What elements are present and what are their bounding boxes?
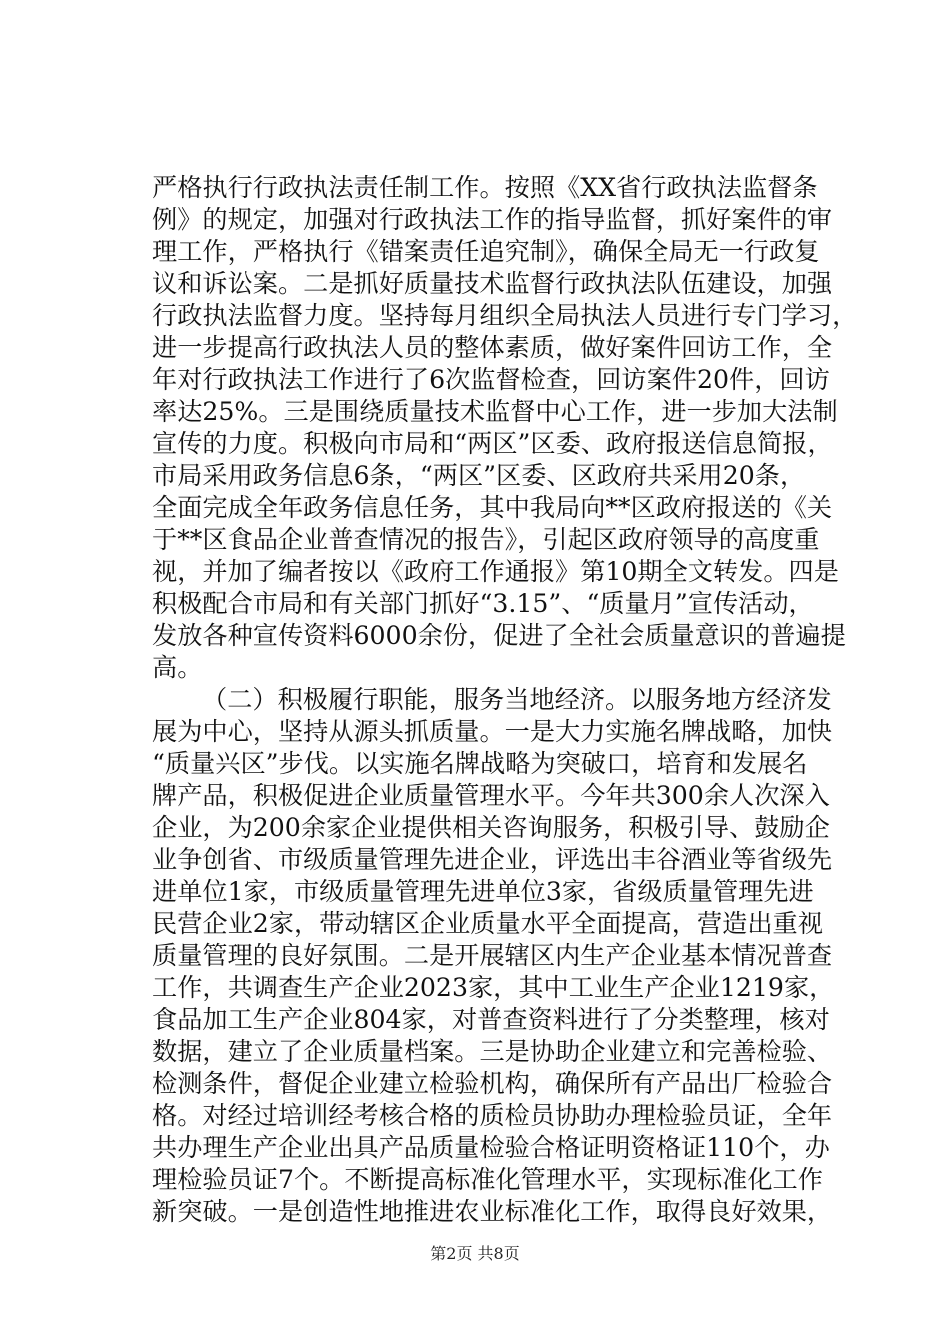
text-line: 食品加工生产企业804家，对普查资料进行了分类整理，核对 [152, 1005, 830, 1034]
text-line: 市局采用政务信息6条，“两区”区委、区政府共采用20条， [152, 461, 806, 490]
text-line: 例》的规定，加强对行政执法工作的指导监督，抓好案件的审 [152, 205, 833, 234]
text-line: 牌产品，积极促进企业质量管理水平。今年共300余人次深入 [152, 781, 830, 810]
text-line: 展为中心，坚持从源头抓质量。一是大力实施名牌战略，加快 [152, 717, 833, 746]
text-line: 数据，建立了企业质量档案。三是协助企业建立和完善检验、 [152, 1037, 833, 1066]
text-line: 民营企业2家，带动辖区企业质量水平全面提高，营造出重视 [152, 909, 823, 938]
text-line: 视，并加了编者按以《政府工作通报》第10期全文转发。四是 [152, 557, 839, 586]
text-line: 发放各种宣传资料6000余份，促进了全社会质量意识的普遍提 [152, 621, 846, 650]
text-line: 理检验员证7个。不断提高标准化管理水平，实现标准化工作 [152, 1165, 823, 1194]
text-line: 议和诉讼案。二是抓好质量技术监督行政执法队伍建设，加强 [152, 269, 833, 298]
text-line: 进单位1家，市级质量管理先进单位3家，省级质量管理先进 [152, 877, 814, 906]
text-line: 严格执行行政执法责任制工作。按照《XX省行政执法监督条 [152, 173, 818, 202]
text-line: 业争创省、市级质量管理先进企业，评选出丰谷酒业等省级先 [152, 845, 833, 874]
text-line: 新突破。一是创造性地推进农业标准化工作，取得良好效果， [152, 1197, 833, 1226]
text-line: 于**区食品企业普查情况的报告》，引起区政府领导的高度重 [152, 525, 820, 554]
text-line: 质量管理的良好氛围。二是开展辖区内生产企业基本情况普查 [152, 941, 833, 970]
page-number-footer: 第2页 共8页 [430, 1244, 520, 1263]
text-line: 行政执法监督力度。坚持每月组织全局执法人员进行专门学习， [152, 301, 858, 330]
text-line: 宣传的力度。积极向市局和“两区”区委、政府报送信息简报， [152, 429, 833, 458]
text-line: 检测条件，督促企业建立检验机构，确保所有产品出厂检验合 [152, 1069, 833, 1098]
text-line: 企业，为200余家企业提供相关咨询服务，积极引导、鼓励企 [152, 813, 830, 842]
text-line: 进一步提高行政执法人员的整体素质，做好案件回访工作，全 [152, 333, 833, 362]
text-line: “质量兴区”步伐。以实施名牌战略为突破口，培育和发展名 [152, 749, 808, 778]
text-line: 共办理生产企业出具产品质量检验合格证明资格证110个，办 [152, 1133, 830, 1162]
text-line: 率达25%。三是围绕质量技术监督中心工作，进一步加大法制 [152, 397, 838, 426]
text-line: 年对行政执法工作进行了6次监督检查，回访案件20件，回访 [152, 365, 830, 394]
text-line: 工作，共调查生产企业2023家，其中工业生产企业1219家， [152, 973, 835, 1002]
text-line: 理工作，严格执行《错案责任追究制》，确保全局无一行政复 [152, 237, 820, 266]
document-body [152, 172, 858, 1228]
text-line: 高。 [152, 653, 203, 682]
text-line: 格。对经过培训经考核合格的质检员协助办理检验员证，全年 [152, 1101, 833, 1130]
paragraph-heading-line: （二）积极履行职能，服务当地经济。以服务地方经济发 [202, 685, 832, 714]
text-line: 积极配合市局和有关部门抓好“3.15”、“质量月”宣传活动， [152, 589, 814, 618]
text-line: 全面完成全年政务信息任务，其中我局向**区政府报送的《关 [152, 493, 833, 522]
